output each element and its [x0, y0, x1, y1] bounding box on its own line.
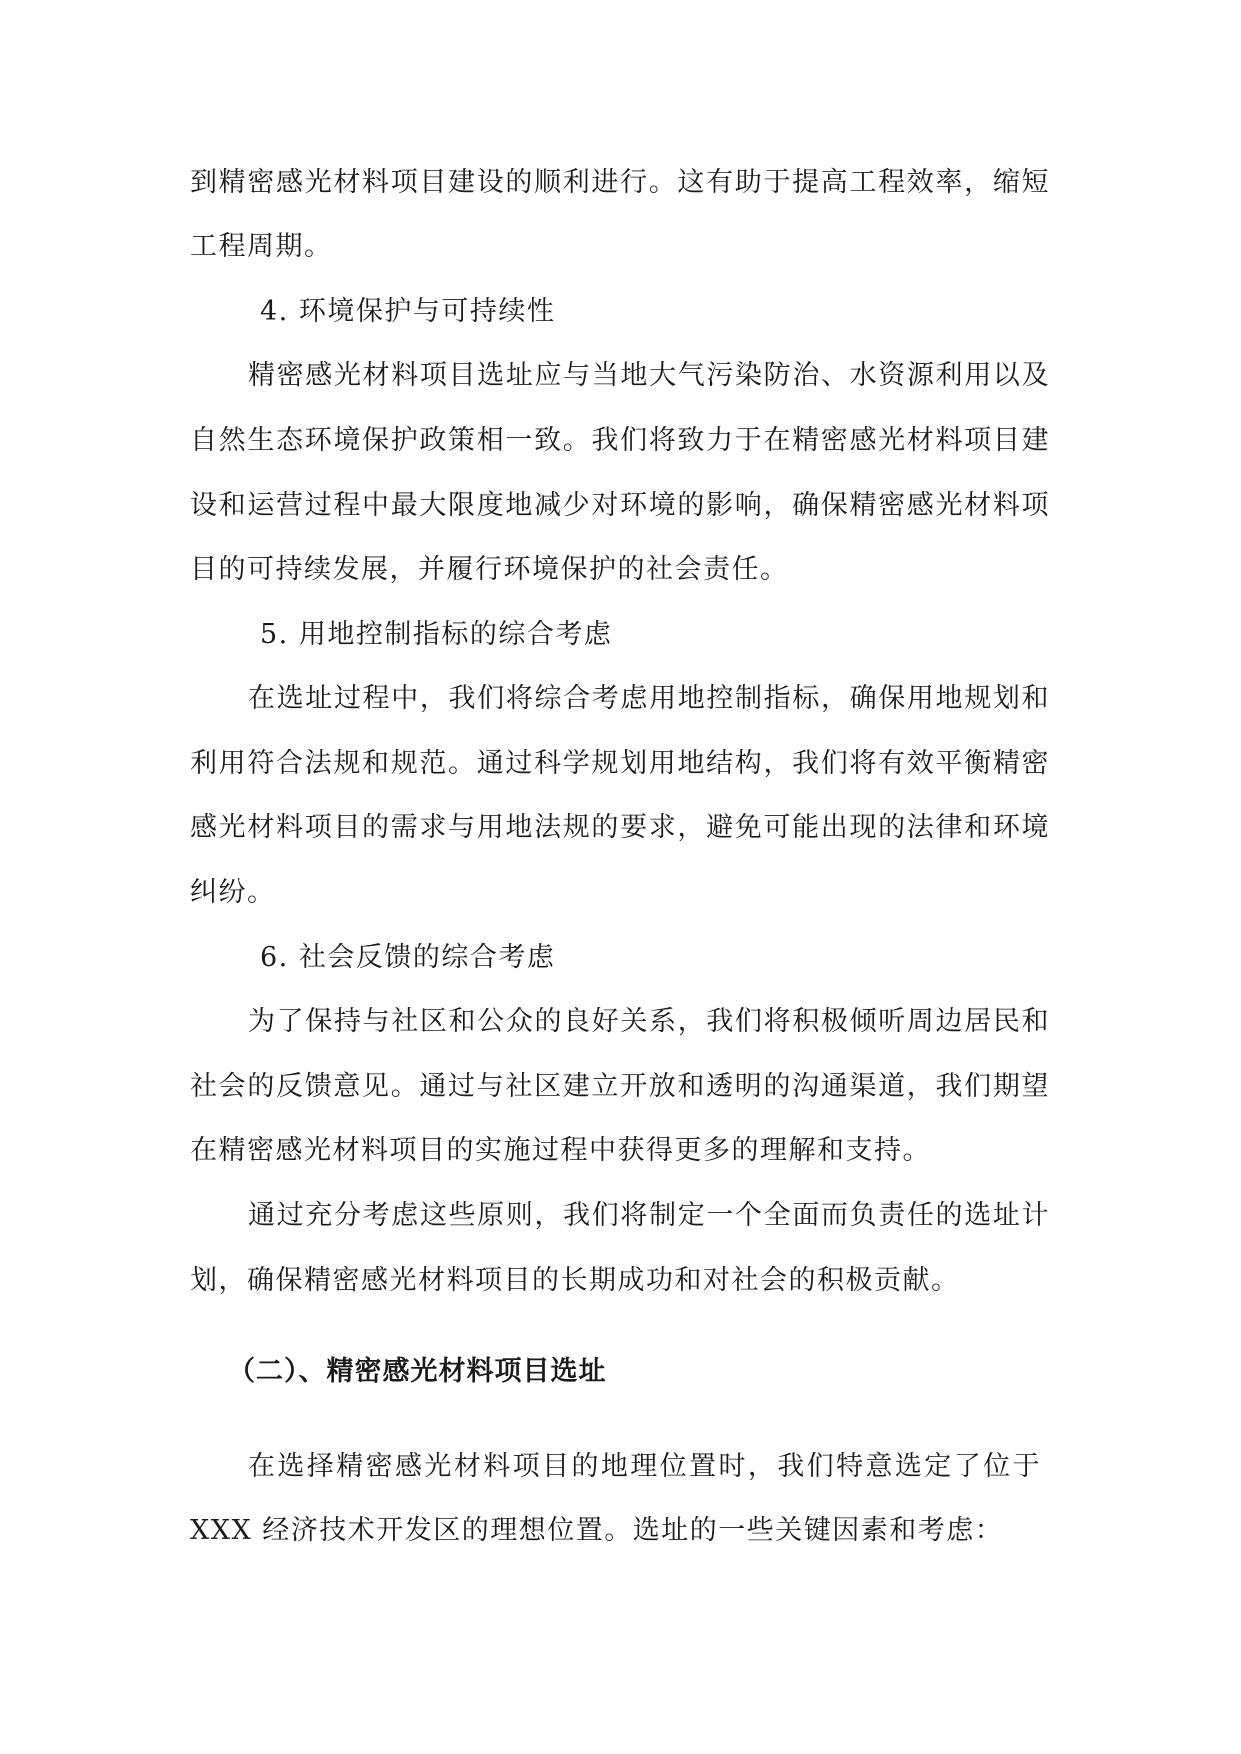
paragraph-line: 到精密感光材料项目建设的顺利进行。这有助于提高工程效率，缩短: [190, 167, 1050, 198]
subsection-title: （二）、精密感光材料项目选址: [228, 1356, 607, 1387]
paragraph-line: 在选择精密感光材料项目的地理位置时，我们特意选定了位于: [248, 1451, 1041, 1482]
paragraph-line: 自然生态环境保护政策相一致。我们将致力于在精密感光材料项目建: [190, 425, 1050, 456]
paragraph-line: 工程周期。: [190, 231, 333, 262]
paragraph-line: 利用符合法规和规范。通过科学规划用地结构，我们将有效平衡精密: [190, 748, 1050, 779]
paragraph-line: 在精密感光材料项目的实施过程中获得更多的理解和支持。: [190, 1135, 931, 1166]
section-heading: 4. 环境保护与可持续性: [260, 296, 556, 327]
paragraph-line: 精密感光材料项目选址应与当地大气污染防治、水资源利用以及: [248, 360, 1050, 391]
paragraph-line: 划，确保精密感光材料项目的长期成功和对社会的积极贡献。: [190, 1265, 960, 1296]
paragraph-line: 在选址过程中，我们将综合考虑用地控制指标，确保用地规划和: [248, 683, 1050, 714]
paragraph-line: 为了保持与社区和公众的良好关系，我们将积极倾听周边居民和: [248, 1006, 1050, 1037]
section-heading: 5. 用地控制指标的综合考虑: [260, 619, 613, 650]
paragraph-line: XXX 经济技术开发区的理想位置。选址的一些关键因素和考虑：: [190, 1515, 1004, 1546]
paragraph-line: 设和运营过程中最大限度地减少对环境的影响，确保精密感光材料项: [190, 490, 1050, 521]
section-heading: 6. 社会反馈的综合考虑: [260, 942, 556, 973]
paragraph-line: 感光材料项目的需求与用地法规的要求，避免可能出现的法律和环境: [190, 812, 1050, 843]
paragraph-line: 社会的反馈意见。通过与社区建立开放和透明的沟通渠道，我们期望: [190, 1071, 1050, 1102]
paragraph-line: 通过充分考虑这些原则，我们将制定一个全面而负责任的选址计: [248, 1200, 1050, 1231]
paragraph-line: 目的可持续发展，并履行环境保护的社会责任。: [190, 554, 789, 585]
paragraph-line: 纠纷。: [190, 877, 276, 908]
